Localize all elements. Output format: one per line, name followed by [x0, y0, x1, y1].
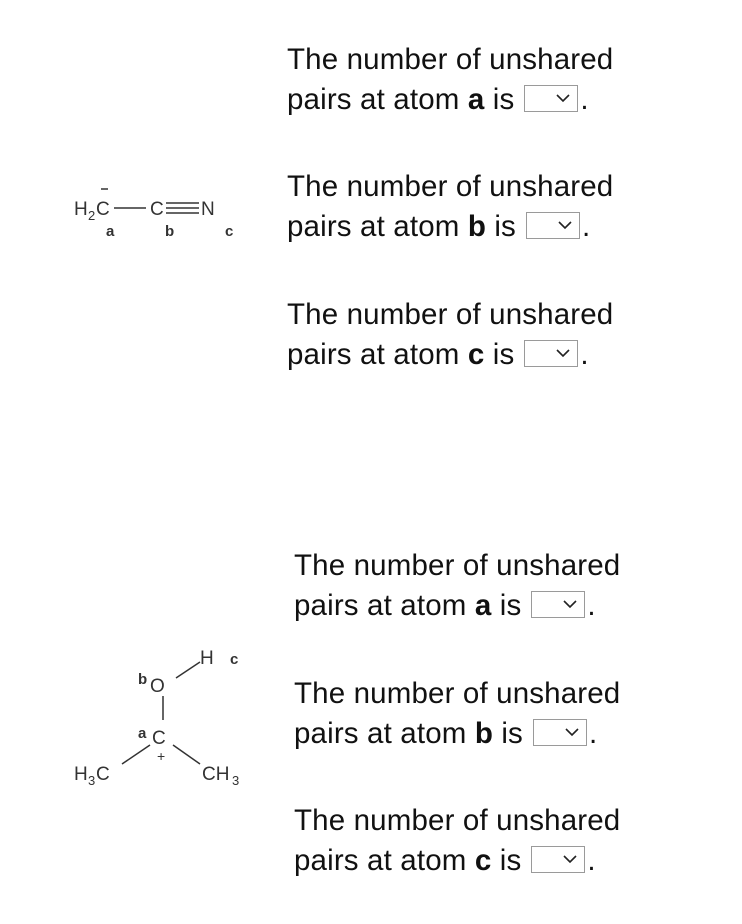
atom-label-a: a [138, 725, 147, 742]
atom-label-c: c [225, 223, 234, 240]
atom-o: O [150, 676, 165, 697]
question-5 [294, 674, 620, 754]
chevron-down-icon [562, 852, 578, 866]
atom-ch3-ch: CH [202, 764, 230, 785]
atom-c-center: C [152, 728, 166, 749]
unshared-pairs-dropdown-b[interactable] [533, 719, 587, 746]
unshared-pairs-dropdown-a[interactable] [531, 591, 585, 618]
question-1 [287, 40, 613, 120]
atom-name: a [467, 83, 485, 116]
question-line-2 [287, 335, 613, 375]
question-text: pairs at atom [287, 210, 468, 243]
chevron-down-icon [557, 218, 573, 232]
question-4 [294, 546, 620, 626]
molecule-2-structure [70, 640, 270, 800]
question-line-2 [294, 841, 620, 881]
unshared-pairs-dropdown-b[interactable] [526, 212, 580, 239]
question-text: pairs at atom [287, 338, 468, 371]
question-3 [287, 295, 613, 375]
question-line-1: The number of unshared [294, 804, 621, 837]
question-line-1: The number of unshared [287, 298, 614, 331]
period: . [587, 589, 596, 622]
atom-name: c [474, 844, 492, 877]
atom-name: c [467, 338, 485, 371]
atom-h3c-subscript: 3 [88, 773, 96, 788]
chevron-down-icon [564, 725, 580, 739]
question-is: is [486, 210, 516, 243]
atom-h2c-h: H [74, 199, 88, 220]
question-text: pairs at atom [294, 589, 475, 622]
question-line-2 [294, 714, 620, 754]
chevron-down-icon [555, 346, 571, 360]
unshared-pairs-dropdown-a[interactable] [524, 85, 578, 112]
question-line-2 [287, 207, 613, 247]
atom-ch3-subscript: 3 [232, 773, 240, 788]
question-is: is [491, 844, 522, 877]
atom-c-mid: C [150, 199, 164, 220]
question-line-1: The number of unshared [287, 43, 614, 76]
charge-plus: + [157, 748, 166, 764]
atom-h2c-subscript: 2 [88, 208, 96, 223]
atom-n: N [201, 199, 215, 220]
question-line-2 [294, 586, 620, 626]
atom-h3c-h: H [74, 764, 88, 785]
atom-h: H [200, 648, 214, 669]
period: . [587, 844, 596, 877]
question-is: is [484, 338, 515, 371]
atom-name: b [467, 210, 486, 243]
period: . [588, 717, 598, 750]
molecule-1-structure [70, 180, 250, 250]
question-line-2 [287, 80, 613, 120]
question-2 [287, 167, 613, 247]
bond-o-h [176, 662, 200, 678]
period: . [580, 338, 589, 371]
question-text: pairs at atom [294, 844, 475, 877]
bond-c-ch3-left [122, 745, 150, 764]
question-text: pairs at atom [294, 717, 475, 750]
question-6 [294, 801, 620, 881]
atom-label-b: b [138, 671, 148, 688]
atom-h2c-c: C [96, 199, 110, 220]
atom-name: a [474, 589, 492, 622]
atom-name: b [474, 717, 493, 750]
atom-label-b: b [165, 223, 175, 240]
bond-c-ch3-right [173, 745, 200, 764]
question-line-1: The number of unshared [287, 170, 614, 203]
chevron-down-icon [555, 91, 571, 105]
question-line-1: The number of unshared [294, 677, 621, 710]
question-is: is [484, 83, 515, 116]
question-is: is [493, 717, 523, 750]
chevron-down-icon [562, 597, 578, 611]
question-line-1: The number of unshared [294, 549, 621, 582]
unshared-pairs-dropdown-c[interactable] [531, 846, 585, 873]
period: . [581, 210, 591, 243]
unshared-pairs-dropdown-c[interactable] [524, 340, 578, 367]
period: . [580, 83, 589, 116]
question-is: is [491, 589, 522, 622]
atom-label-a: a [106, 223, 115, 240]
atom-h3c-c: C [96, 764, 110, 785]
question-text: pairs at atom [287, 83, 468, 116]
atom-label-c: c [230, 651, 239, 668]
